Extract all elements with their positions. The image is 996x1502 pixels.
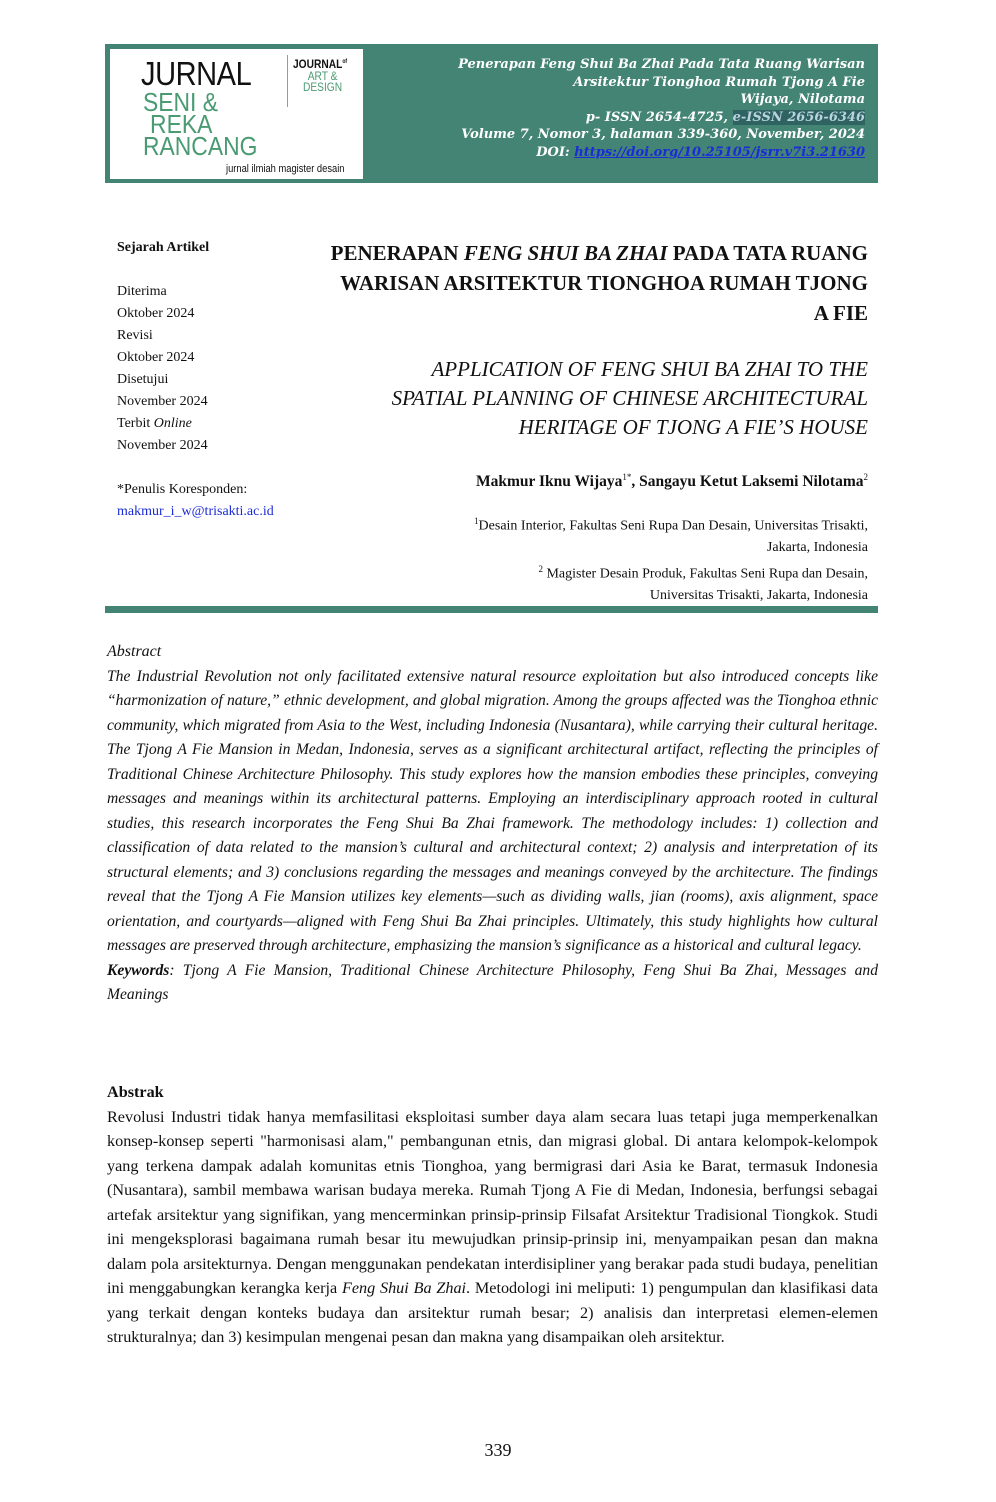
logo-tagline: jurnal ilmiah magister desain bbox=[226, 163, 345, 175]
keywords-label: Keywords bbox=[107, 961, 170, 979]
received-date: Oktober 2024 bbox=[117, 306, 195, 321]
issn-line: p- ISSN 2654-4725, e-ISSN 2656-6346 bbox=[585, 109, 865, 125]
eissn-highlight: e-ISSN 2656-6346 bbox=[732, 109, 865, 125]
logo-journal-en: $JOURNAL^{of}$ bbox=[293, 57, 348, 71]
article-history bbox=[117, 237, 337, 523]
online-date: November 2024 bbox=[117, 438, 208, 453]
volume-line: Volume 7, Nomor 3, halaman 339-360, November, 2024 bbox=[461, 127, 865, 142]
author-2: Sangayu Ketut Laksemi Nilotama bbox=[639, 473, 864, 491]
logo-jurnal-text: JURNAL bbox=[141, 55, 252, 92]
online-label: Terbit Online bbox=[117, 416, 192, 431]
spacer bbox=[117, 457, 337, 479]
running-title-line-2: Arsitektur Tionghoa Rumah Tjong A Fie bbox=[573, 74, 865, 90]
paper-title-english: APPLICATION OF FENG SHUI BA ZHAI TO THE SPATIAL PLANNING OF CHINESE ARCHITECTURAL HERITAGE OF TJONG A FIE’S HOUSE bbox=[391, 357, 868, 439]
paper-title-indonesian: PENERAPAN FENG SHUI BA ZHAI PADA TATA RUANG WARISAN ARSITEKTUR TIONGHOA RUMAH TJONG A FIE bbox=[330, 241, 868, 325]
running-title-line-1: Penerapan Feng Shui Ba Zhai Pada Tata Ruang Warisan bbox=[458, 57, 865, 72]
logo-divider bbox=[287, 55, 288, 107]
affiliation-2: $^2$ Magister Desain Produk, Fakultas Seni Rupa dan Desain, bbox=[538, 563, 868, 582]
keywords: Keywords: Tjong A Fie Mansion, Traditional Chinese Architecture Philosophy, Feng Shui Ba Zhai, Messages and Meanings bbox=[107, 961, 878, 1003]
logo-seni-reka-rancang: SENI & REKA RANCANG bbox=[143, 87, 258, 161]
accepted-label: Disetujui bbox=[117, 372, 169, 387]
running-authors: Wijaya, Nilotama bbox=[740, 92, 865, 107]
affiliations: $^1$Desain Interior, Fakultas Seni Rupa Dan Desain, Universitas Trisakti, Jakarta, Indonesia $^2$ Magister Desain Produk, Fakultas Seni Rupa dan Desain, Universitas Trisakti, Jakarta, Indonesia bbox=[328, 511, 868, 606]
received-label: Diterima bbox=[117, 284, 167, 299]
abstract-body: The Industrial Revolution not only facilitated extensive natural resource exploitation but also introduced concepts like “harmonization of nature,” ethnic development, and global migration. Among the groups affected was the Tionghoa ethnic community, which migrated from Asia to the West, including Indonesia (Nusantara), while carrying their cultural heritage. The Tjong A Fie Mansion in Medan, Indonesia, serves as a significant architectural artifact, reflecting the principles of Traditional Chinese Architecture Philosophy. This study explores how the mansion embodies these principles, conveying messages and meanings within its architectural patterns. Employing an interdisciplinary approach rooted in cultural studies, this research incorporates the Feng Shui Ba Zhai framework. The methodology includes: 1) collection and classification of data related to the mansion’s cultural and architectural context; 2) analysis and interpretation of its structural elements; and 3) conclusions regarding the messages and meanings conveyed by the architecture. The findings reveal that the Tjong A Fie Mansion utilizes key elements—such as dividing walls, jian (rooms), axis alignment, space orientation, and courtyards—aligned with Feng Shui Ba Zhai principles. Ultimately, this study highlights how cultural messages are preserved through architecture, emphasizing the mansion’s significance as a historical and cultural legacy. bbox=[107, 667, 878, 954]
revised-date: Oktober 2024 bbox=[117, 350, 195, 365]
revised-label: Revisi bbox=[117, 328, 153, 343]
corresponding-label: *Penulis Koresponden: bbox=[117, 482, 248, 497]
header-citation-info bbox=[458, 56, 865, 161]
author-1: Makmur Iknu Wijaya bbox=[475, 473, 623, 491]
corresponding-email-link[interactable]: makmur_i_w@trisakti.ac.id bbox=[117, 504, 274, 519]
abstract-heading: Abstract bbox=[107, 643, 162, 660]
section-divider bbox=[105, 606, 878, 613]
title-block bbox=[328, 238, 868, 606]
page-number: 339 bbox=[484, 1440, 512, 1460]
abstrak-heading: Abstrak bbox=[107, 1083, 164, 1101]
abstract-english bbox=[107, 640, 878, 1008]
accepted-date: November 2024 bbox=[117, 394, 208, 409]
author-list: Makmur Iknu Wijaya$^{1*}$, Sangayu Ketut Laksemi Nilotama$^2$ bbox=[475, 472, 868, 491]
abstrak-body: Revolusi Industri tidak hanya memfasilitasi eksploitasi sumber daya alam secara luas tetapi juga memperkenalkan konsep-konsep seperti "harmonisasi alam," pembangunan etnis, dan migrasi global. Di antara kelompok-kelompok yang terkena dampak adalah komunitas etnis Tionghoa, yang bermigrasi dari Asia ke Barat, termasuk Indonesia (Nusantara), sambil membawa warisan budaya mereka. Rumah Tjong A Fie di Medan, Indonesia, berfungsi sebagai artefak arsitektur yang signifikan, yang mencerminkan prinsip-prinsip Filsafat Arsitektur Tradisional Tiongkok. Studi ini mengeksplorasi bagaimana rumah besar itu mewujudkan prinsip-prinsip ini, menyampaikan pesan dan makna dalam pola arsitekturnya. Dengan menggunakan pendekatan interdisipliner yang berakar pada studi budaya, penelitian ini menggabungkan kerangka kerja Feng Shui Ba Zhai. Metodologi ini meliputi: 1) pengumpulan dan klasifikasi data yang terkait dengan konteks budaya dan arsitektur rumah besar; 2) analisis dan interpretasi elemen-elemen strukturalnya; dan 3) kesimpulan mengenai pesan dan makna yang disampaikan oleh arsitektur. bbox=[107, 1107, 879, 1346]
article-history-title: Sejarah Artikel bbox=[117, 240, 210, 255]
affiliation-1: $^1$Desain Interior, Fakultas Seni Rupa Dan Desain, Universitas Trisakti, bbox=[474, 516, 868, 534]
abstract-indonesian bbox=[107, 1080, 878, 1350]
journal-logo bbox=[110, 49, 363, 179]
journal-header bbox=[105, 44, 878, 183]
doi-line: DOI: https://doi.org/10.25105/jsrr.v7i3.21630 bbox=[536, 144, 865, 160]
logo-art-design: ART & DESIGN bbox=[303, 69, 343, 94]
doi-link[interactable]: https://doi.org/10.25105/jsrr.v7i3.21630 bbox=[574, 144, 865, 160]
